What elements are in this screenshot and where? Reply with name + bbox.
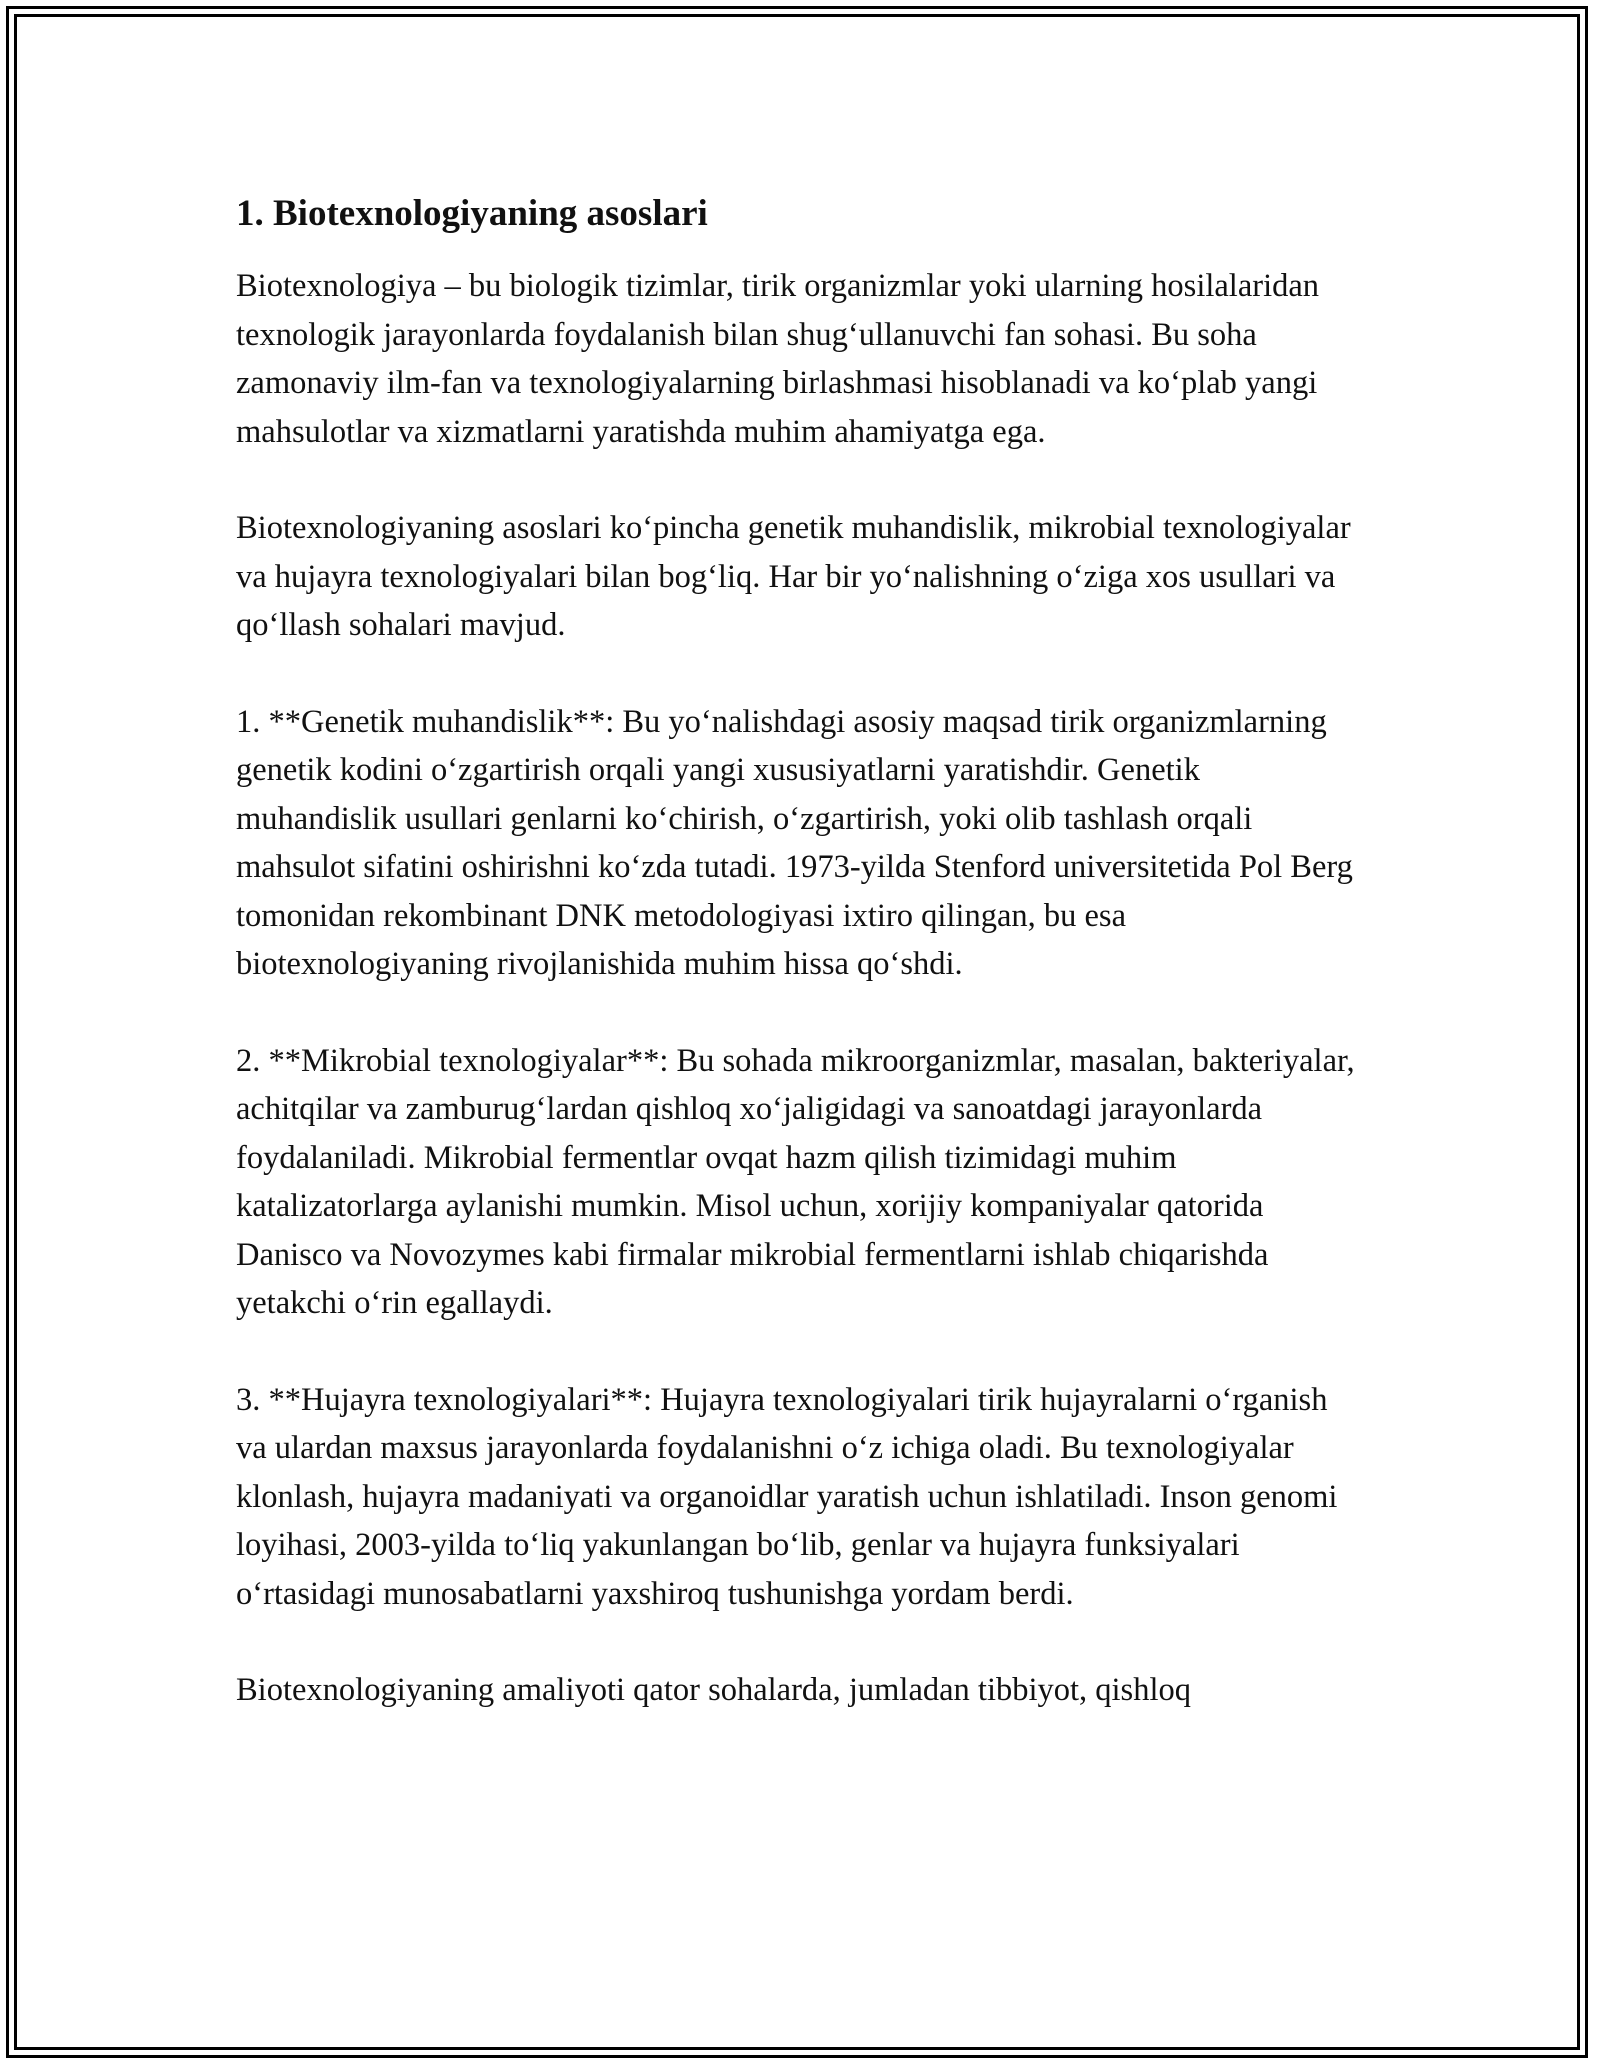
paragraph-cell-technologies: 3. **Hujayra texnologiyalari**: Hujayra texnologiyalari tirik hujayralarni o‘rganish va ulardan maxsus jarayonlarda foydalanishni o‘z ichiga oladi. Bu texnologiyalar klonlash, hujayra madaniyati va organoidlar yaratish uchun ishlatiladi. Inson genomi loyihasi, 2003-yilda to‘liq yakunlangan bo‘lib, genlar va hujayra funksiyalari o‘rtasidagi munosabatlarni yaxshiroq tushunishga yordam berdi.: [236, 1381, 1338, 1612]
section-heading: 1. Biotexnologiyaning asoslari: [236, 193, 708, 234]
paragraph-foundations: Biotexnologiyaning asoslari ko‘pincha genetik muhandislik, mikrobial texnologiyalar va hujayra texnologiyalari bilan bog‘liq. Har bir yo‘nalishning o‘ziga xos usullari va qo‘llash sohalari mavjud.: [236, 510, 1351, 643]
paragraph-intro: Biotexnologiya – bu biologik tizimlar, tirik organizmlar yoki ularning hosilalaridan texnologik jarayonlarda foydalanish bilan shug‘ullanuvchi fan sohasi. Bu soha zamonaviy ilm-fan va texnologiyalarning birlashmasi hisoblanadi va ko‘plab yangi mahsulotlar va xizmatlarni yaratishda muhim ahamiyatga ega.: [236, 268, 1320, 450]
paragraph-practice: Biotexnologiyaning amaliyoti qator sohalarda, jumladan tibbiyot, qishloq: [236, 1672, 1191, 1708]
paragraph-microbial-technologies: 2. **Mikrobial texnologiyalar**: Bu sohada mikroorganizmlar, masalan, bakteriyalar, achitqilar va zamburug‘lardan qishloq xo‘jaligidagi va sanoatdagi jarayonlarda foydalaniladi. Mikrobial fermentlar ovqat hazm qilish tizimidagi muhim katalizatorlarga aylanishi mumkin. Misol uchun, xorijiy kompaniyalar qatorida Danisco va Novozymes kabi firmalar mikrobial fermentlarni ishlab chiqarishda yetakchi o‘rin egallaydi.: [236, 1042, 1355, 1321]
document-body: [236, 188, 1366, 1763]
paragraph-genetic-engineering: 1. **Genetik muhandislik**: Bu yo‘nalishdagi asosiy maqsad tirik organizmlarning genetik kodini o‘zgartirish orqali yangi xususiyatlarni yaratishdir. Genetik muhandislik usullari genlarni ko‘chirish, o‘zgartirish, yoki olib tashlash orqali mahsulot sifatini oshirishni ko‘zda tutadi. 1973-yilda Stenford universitetida Pol Berg tomonidan rekombinant DNK metodologiyasi ixtiro qilingan, bu esa biotexnologiyaning rivojlanishida muhim hissa qo‘shdi.: [236, 703, 1353, 982]
